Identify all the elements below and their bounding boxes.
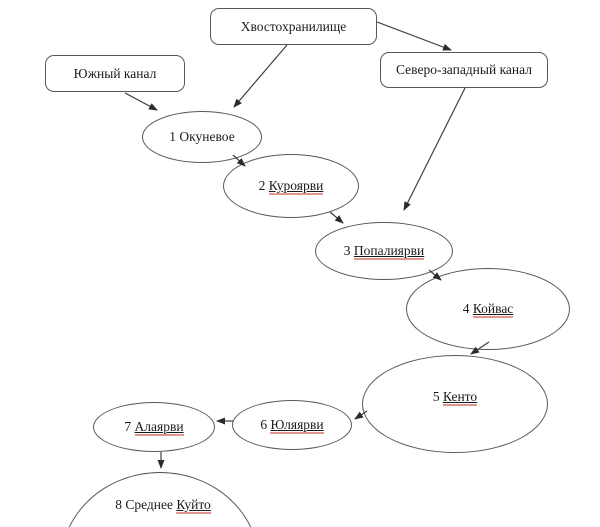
node-south-canal bbox=[45, 55, 185, 92]
arrow-tailings-to-northwest bbox=[377, 22, 451, 50]
node-northwest-canal-label: Северо-западный канал bbox=[396, 62, 532, 77]
node-lake-kuroyarvi bbox=[223, 154, 359, 218]
lake-number: 1 bbox=[169, 129, 177, 144]
arrow-northwest-to-popaliyarvi bbox=[404, 88, 465, 210]
lake-number: 6 bbox=[260, 417, 268, 432]
node-lake-kuroyarvi-label bbox=[259, 178, 324, 194]
lake-name: Койвас bbox=[472, 301, 514, 316]
node-lake-kento bbox=[362, 355, 548, 453]
node-lake-koyvas bbox=[406, 268, 570, 350]
node-lake-okunevoe bbox=[142, 111, 262, 163]
lake-name-prefix: Среднее bbox=[125, 497, 173, 512]
lake-name: Окуневое bbox=[179, 129, 235, 144]
lake-number: 4 bbox=[462, 301, 470, 316]
arrow-tailings-to-okunevoe bbox=[234, 45, 287, 107]
arrow-south-to-okunevoe bbox=[125, 93, 157, 110]
lake-name: Куроярви bbox=[268, 178, 324, 193]
lake-name: Алаярви bbox=[134, 419, 184, 434]
lake-number: 5 bbox=[432, 389, 440, 404]
lake-number: 3 bbox=[343, 243, 351, 258]
node-lake-yulyayarvi-label bbox=[260, 417, 323, 433]
node-lake-popaliyarvi-label bbox=[344, 243, 424, 259]
node-lake-alayarvi-label bbox=[124, 419, 183, 435]
lake-number: 7 bbox=[124, 419, 132, 434]
lake-number: 8 bbox=[115, 497, 122, 512]
node-lake-koyvas-label bbox=[463, 301, 514, 317]
lake-number: 2 bbox=[258, 178, 266, 193]
lake-name: Юляярви bbox=[270, 417, 324, 432]
node-lake-okunevoe-label bbox=[169, 129, 234, 145]
node-tailings-pond-label: Хвостохранилище bbox=[240, 18, 347, 34]
lake-name: Попалиярви bbox=[353, 243, 425, 258]
node-lake-alayarvi bbox=[93, 402, 215, 452]
node-northwest-canal bbox=[380, 52, 548, 88]
node-south-canal-label: Южный канал bbox=[73, 65, 157, 81]
node-lake-srednee-kuyto-label bbox=[115, 497, 211, 513]
node-tailings-pond bbox=[210, 8, 377, 45]
node-lake-popaliyarvi bbox=[315, 222, 453, 280]
lake-name: Куйто bbox=[176, 497, 211, 512]
arrow-kuroyarvi-to-popaliyarvi bbox=[330, 212, 343, 223]
node-lake-kento-label bbox=[433, 389, 477, 419]
node-lake-yulyayarvi bbox=[232, 400, 352, 450]
lake-name: Кенто bbox=[442, 389, 478, 404]
